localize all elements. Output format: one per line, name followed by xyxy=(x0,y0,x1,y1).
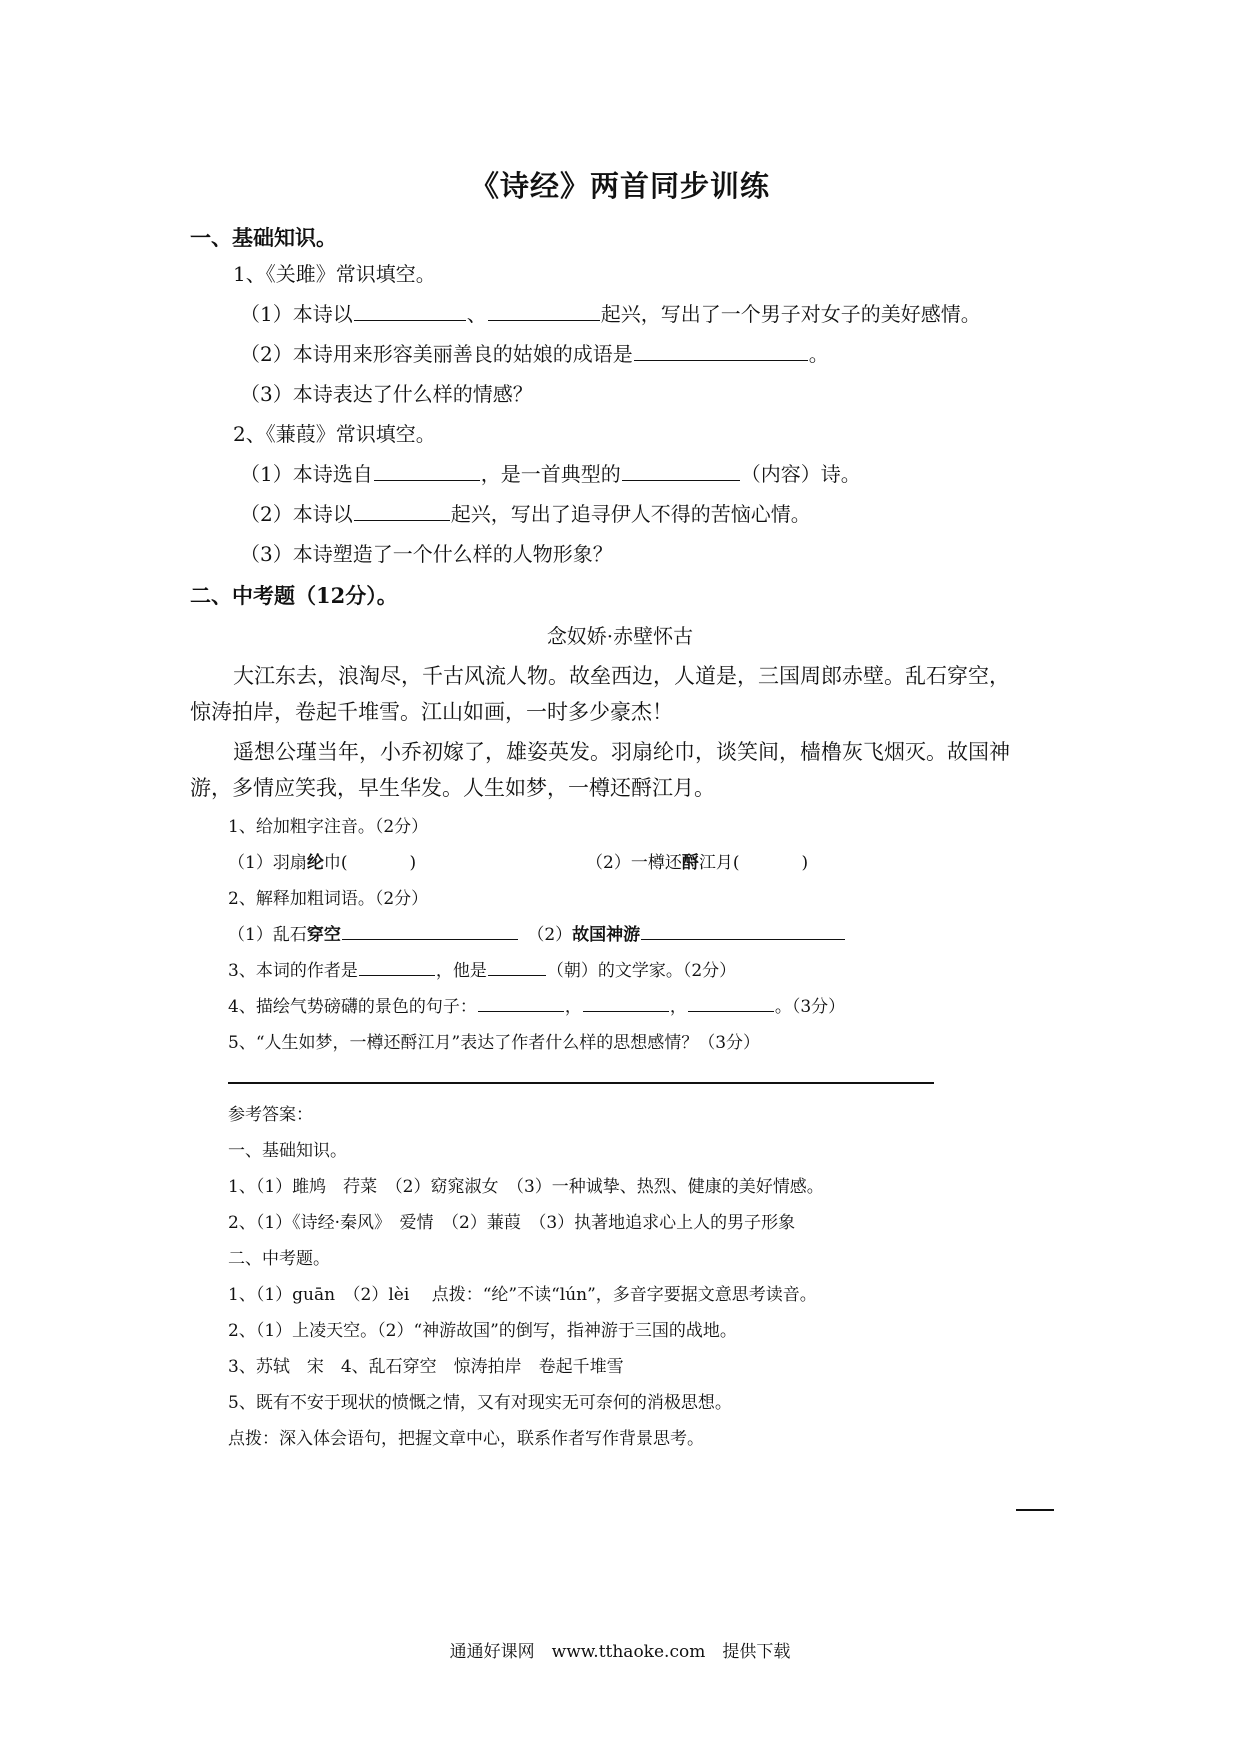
q2-sub1 xyxy=(240,458,861,487)
answers-heading: 参考答案： xyxy=(228,1105,313,1125)
s2-q2-a xyxy=(228,920,846,945)
q1-sub2-text: （2）本诗用来形容美丽善良的姑娘的成语是 xyxy=(240,342,633,366)
page-title: 《诗经》两首同步训练 xyxy=(469,169,770,203)
answer-a1: 1、（1）雎鸠 荇菜 （2）窈窕淑女 （3）一种诚挚、热烈、健康的美好情感。 xyxy=(228,1177,824,1197)
answer-blank[interactable] xyxy=(583,993,669,1012)
answer-blank[interactable] xyxy=(478,993,564,1012)
answer-blank[interactable] xyxy=(342,921,518,940)
s2-q1-a-open: 巾( xyxy=(323,853,348,873)
answer-blank[interactable] xyxy=(354,499,450,521)
q2-sub1-text: （1）本诗选自 xyxy=(240,462,373,486)
poem-title: 念奴娇·赤壁怀古 xyxy=(546,624,694,648)
q2-sub2 xyxy=(240,498,811,527)
answer-blank[interactable] xyxy=(374,459,480,481)
answer-blank[interactable] xyxy=(359,957,435,976)
section-1-heading: 一、基础知识。 xyxy=(190,225,337,250)
s2-q1-label: 1、给加粗字注音。（2分） xyxy=(228,817,429,837)
poem-p2-line2: 游，多情应笑我，早生华发。人生如梦，一樽还酹江月。 xyxy=(190,776,715,800)
s2-q5: 5、“人生如梦，一樽还酹江月”表达了作者什么样的思想感情？（3分） xyxy=(228,1033,761,1053)
s2-q4-tail: 。（3分） xyxy=(774,997,846,1017)
s2-q1-a-text: （1）羽扇 xyxy=(228,853,307,873)
q1-sub2-tail: 。 xyxy=(808,342,829,366)
s2-q4-sep: ， xyxy=(564,997,582,1017)
answer-blank[interactable] xyxy=(634,339,808,361)
q1-sub1-tail: 起兴，写出了一个男子对女子的美好感情。 xyxy=(600,302,981,326)
q2-sub1-mid: ，是一首典型的 xyxy=(480,462,621,486)
s2-q1-b-text: （2）一樽还 xyxy=(586,853,682,873)
answers-s1: 一、基础知识。 xyxy=(228,1141,347,1161)
answer-blank[interactable] xyxy=(641,921,845,940)
answer-blank[interactable] xyxy=(488,299,600,321)
poem-p2-line1: 遥想公瑾当年，小乔初嫁了，雄姿英发。羽扇纶巾，谈笑间，樯橹灰飞烟灭。故国神 xyxy=(233,740,1010,764)
s2-q3-tail: （朝）的文学家。（2分） xyxy=(546,961,737,981)
s2-q3-mid: ，他是 xyxy=(435,961,487,981)
s2-q4 xyxy=(228,992,845,1017)
q2-sub2-text: （2）本诗以 xyxy=(240,502,353,526)
q2-sub1-tail: （内容）诗。 xyxy=(740,462,861,486)
footer-text: 通通好课网 www.tthaoke.com 提供下载 xyxy=(449,1642,791,1662)
bold-word: 故国神游 xyxy=(572,925,641,945)
s2-q3 xyxy=(228,956,736,981)
q1-label: 1、《关雎》常识填空。 xyxy=(233,262,436,286)
answer-b1: 1、（1）guān （2）lèi 点拨：“纶”不读“lún”，多音字要据文意思考读音。 xyxy=(228,1285,817,1305)
answer-b2: 2、（1）上凌天空。（2）“神游故国”的倒写，指神游于三国的战地。 xyxy=(228,1321,737,1341)
answer-blank[interactable] xyxy=(622,459,740,481)
answer-b4: 5、既有不安于现状的愤慨之情，又有对现实无可奈何的消极思想。 xyxy=(228,1393,732,1413)
answer-b3: 3、苏轼 宋 4、乱石穿空 惊涛拍岸 卷起千堆雪 xyxy=(228,1357,624,1377)
section-2-heading: 二、中考题（12分）。 xyxy=(190,583,398,608)
answer-blank[interactable] xyxy=(354,299,466,321)
poem-p1-line2: 惊涛拍岸，卷起千堆雪。江山如画，一时多少豪杰！ xyxy=(190,700,673,724)
s2-q4-sep: ， xyxy=(669,997,687,1017)
answer-line[interactable] xyxy=(228,1082,934,1084)
bold-char: 酹 xyxy=(681,853,699,873)
s2-q1-a xyxy=(228,848,416,873)
poem-p1-line1: 大江东去，浪淘尽，千古风流人物。故垒西边，人道是，三国周郎赤壁。乱石穿空， xyxy=(233,664,1010,688)
s2-q1-b-close: ) xyxy=(801,853,809,873)
s2-q2-label: 2、解释加粗词语。（2分） xyxy=(228,889,429,909)
answer-b5: 点拨：深入体会语句，把握文章中心，联系作者写作背景思考。 xyxy=(228,1429,704,1449)
s2-q1-a-close: ) xyxy=(409,853,417,873)
s2-q3-text: 3、本词的作者是 xyxy=(228,961,358,981)
q2-sub2-tail: 起兴，写出了追寻伊人不得的苦恼心情。 xyxy=(450,502,811,526)
q1-sub3: （3）本诗表达了什么样的情感？ xyxy=(240,382,533,406)
q1-sub1-sep: 、 xyxy=(466,302,487,326)
s2-q2-b-text: （2） xyxy=(535,925,573,945)
answer-blank[interactable] xyxy=(688,993,774,1012)
answer-a2: 2、（1）《诗经·秦风》 爱情 （2）蒹葭 （3）执著地追求心上人的男子形象 xyxy=(228,1213,796,1233)
s2-q2-a-text: （1）乱石 xyxy=(228,925,307,945)
q1-sub1 xyxy=(240,298,981,327)
answer-blank[interactable] xyxy=(488,957,546,976)
bold-word: 穿空 xyxy=(306,925,341,945)
q1-sub2 xyxy=(240,338,829,367)
q2-sub3: （3）本诗塑造了一个什么样的人物形象？ xyxy=(240,542,613,566)
s2-q4-text: 4、描绘气势磅礴的景色的句子： xyxy=(228,997,477,1017)
q1-sub1-text: （1）本诗以 xyxy=(240,302,353,326)
s2-q1-b-open: 江月( xyxy=(698,853,740,873)
s2-q1-b xyxy=(586,848,808,873)
page-mark xyxy=(1016,1509,1054,1511)
answers-s2: 二、中考题。 xyxy=(228,1249,330,1269)
bold-char: 纶 xyxy=(306,853,324,873)
q2-label: 2、《蒹葭》常识填空。 xyxy=(233,422,436,446)
